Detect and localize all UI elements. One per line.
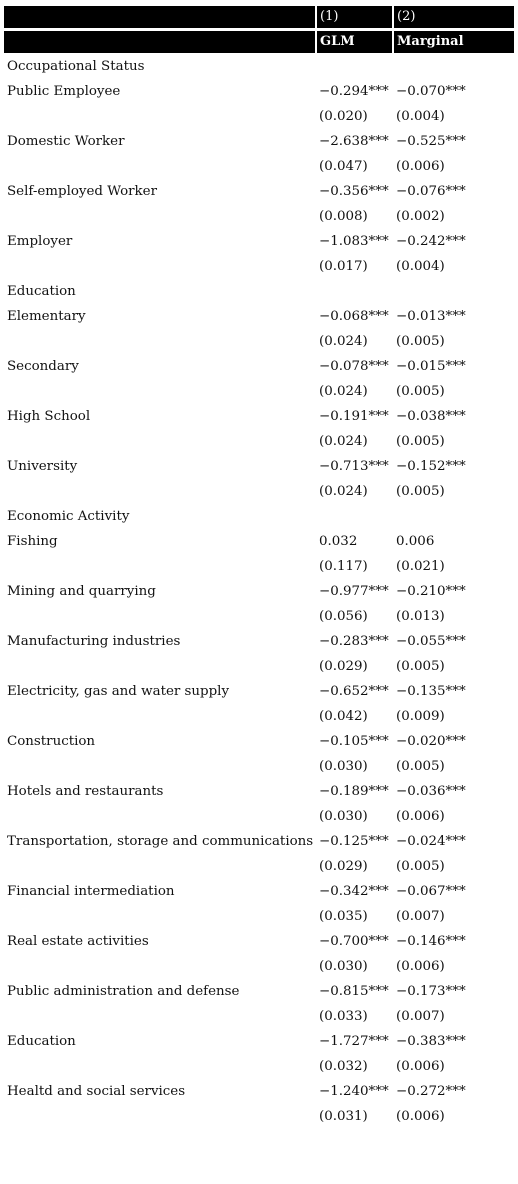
header-blank-cell xyxy=(4,6,313,28)
standard-error-row xyxy=(0,604,518,629)
marginal-effect-standard-error: (0.005) xyxy=(396,859,445,874)
standard-error-row xyxy=(0,554,518,579)
coefficient-row xyxy=(0,529,518,554)
marginal-effect: −0.036*** xyxy=(396,784,466,799)
glm-coefficient: −0.342*** xyxy=(319,884,389,899)
variable-label: Real estate activities xyxy=(7,934,149,949)
glm-coefficient: −0.105*** xyxy=(319,734,389,749)
coefficient-row xyxy=(0,879,518,904)
standard-error-row xyxy=(0,704,518,729)
marginal-effect-standard-error: (0.006) xyxy=(396,1059,445,1074)
glm-standard-error: (0.029) xyxy=(319,859,368,874)
glm-standard-error: (0.030) xyxy=(319,759,368,774)
header-col1-name: GLM xyxy=(315,31,390,53)
standard-error-row xyxy=(0,254,518,279)
glm-coefficient: −0.356*** xyxy=(319,184,389,199)
marginal-effect-standard-error: (0.004) xyxy=(396,109,445,124)
glm-standard-error: (0.042) xyxy=(319,709,368,724)
glm-coefficient: −0.815*** xyxy=(319,984,389,999)
marginal-effect-standard-error: (0.005) xyxy=(396,484,445,499)
glm-standard-error: (0.030) xyxy=(319,959,368,974)
variable-label: Mining and quarrying xyxy=(7,584,156,599)
header-row-numbers xyxy=(4,6,514,28)
variable-label: Healtd and social services xyxy=(7,1084,186,1099)
glm-standard-error: (0.024) xyxy=(319,434,368,449)
marginal-effect-standard-error: (0.006) xyxy=(396,809,445,824)
coefficient-row xyxy=(0,179,518,204)
standard-error-row xyxy=(0,854,518,879)
header-col1-number: (1) xyxy=(315,6,390,28)
standard-error-row xyxy=(0,429,518,454)
standard-error-row xyxy=(0,1104,518,1129)
variable-label: Electricity, gas and water supply xyxy=(7,684,230,699)
glm-standard-error: (0.056) xyxy=(319,609,368,624)
glm-standard-error: (0.035) xyxy=(319,909,368,924)
standard-error-row xyxy=(0,1054,518,1079)
variable-label: High School xyxy=(7,409,91,424)
coefficient-row xyxy=(0,129,518,154)
glm-standard-error: (0.032) xyxy=(319,1059,368,1074)
section-title-row xyxy=(0,54,518,79)
variable-label: Public administration and defense xyxy=(7,984,240,999)
glm-coefficient: −0.189*** xyxy=(319,784,389,799)
marginal-effect-standard-error: (0.005) xyxy=(396,434,445,449)
coefficient-row xyxy=(0,454,518,479)
marginal-effect: −0.024*** xyxy=(396,834,466,849)
marginal-effect-standard-error: (0.005) xyxy=(396,334,445,349)
glm-standard-error: (0.008) xyxy=(319,209,368,224)
glm-standard-error: (0.020) xyxy=(319,109,368,124)
variable-label: Manufacturing industries xyxy=(7,634,181,649)
section-title-row xyxy=(0,279,518,304)
marginal-effect-standard-error: (0.005) xyxy=(396,384,445,399)
glm-coefficient: −0.078*** xyxy=(319,359,389,374)
marginal-effect: −0.152*** xyxy=(396,459,466,474)
marginal-effect-standard-error: (0.006) xyxy=(396,1109,445,1124)
glm-standard-error: (0.017) xyxy=(319,259,368,274)
marginal-effect-standard-error: (0.006) xyxy=(396,959,445,974)
coefficient-row xyxy=(0,979,518,1004)
marginal-effect: −0.146*** xyxy=(396,934,466,949)
variable-label: Domestic Worker xyxy=(7,134,125,149)
marginal-effect: −0.135*** xyxy=(396,684,466,699)
marginal-effect: −0.076*** xyxy=(396,184,466,199)
glm-coefficient: −0.977*** xyxy=(319,584,389,599)
marginal-effect-standard-error: (0.009) xyxy=(396,709,445,724)
standard-error-row xyxy=(0,954,518,979)
marginal-effect-standard-error: (0.005) xyxy=(396,659,445,674)
standard-error-row xyxy=(0,1004,518,1029)
marginal-effect-standard-error: (0.002) xyxy=(396,209,445,224)
variable-label: Education xyxy=(7,1034,76,1049)
marginal-effect: −0.173*** xyxy=(396,984,466,999)
variable-label: University xyxy=(7,459,78,474)
coefficient-row xyxy=(0,1079,518,1104)
coefficient-row xyxy=(0,79,518,104)
glm-coefficient: −0.125*** xyxy=(319,834,389,849)
coefficient-row xyxy=(0,829,518,854)
marginal-effect-standard-error: (0.021) xyxy=(396,559,445,574)
marginal-effect: −0.020*** xyxy=(396,734,466,749)
coefficient-row xyxy=(0,679,518,704)
table-body xyxy=(0,54,518,1129)
glm-standard-error: (0.029) xyxy=(319,659,368,674)
glm-standard-error: (0.117) xyxy=(319,559,368,574)
glm-coefficient: −0.652*** xyxy=(319,684,389,699)
header-col2-name: Marginal Effects xyxy=(392,31,514,53)
section-title-row xyxy=(0,504,518,529)
variable-label: Elementary xyxy=(7,309,86,324)
coefficient-row xyxy=(0,354,518,379)
coefficient-row xyxy=(0,1029,518,1054)
glm-coefficient: −0.294*** xyxy=(319,84,389,99)
header-blank-cell xyxy=(4,31,313,53)
glm-coefficient: 0.032 xyxy=(319,534,358,549)
standard-error-row xyxy=(0,804,518,829)
glm-coefficient: −0.191*** xyxy=(319,409,389,424)
section-title: Occupational Status xyxy=(7,59,145,74)
variable-label: Fishing xyxy=(7,534,58,549)
section-title: Economic Activity xyxy=(7,509,130,524)
standard-error-row xyxy=(0,104,518,129)
variable-label: Financial intermediation xyxy=(7,884,175,899)
section-title: Education xyxy=(7,284,76,299)
coefficient-row xyxy=(0,779,518,804)
coefficient-row xyxy=(0,404,518,429)
standard-error-row xyxy=(0,754,518,779)
coefficient-row xyxy=(0,229,518,254)
variable-label: Public Employee xyxy=(7,84,121,99)
variable-label: Construction xyxy=(7,734,96,749)
marginal-effect: −0.015*** xyxy=(396,359,466,374)
glm-standard-error: (0.024) xyxy=(319,484,368,499)
glm-standard-error: (0.033) xyxy=(319,1009,368,1024)
glm-standard-error: (0.030) xyxy=(319,809,368,824)
glm-coefficient: −0.700*** xyxy=(319,934,389,949)
standard-error-row xyxy=(0,654,518,679)
header-col2-number: (2) xyxy=(392,6,514,28)
glm-coefficient: −0.283*** xyxy=(319,634,389,649)
marginal-effect-standard-error: (0.004) xyxy=(396,259,445,274)
coefficient-row xyxy=(0,629,518,654)
glm-standard-error: (0.024) xyxy=(319,334,368,349)
standard-error-row xyxy=(0,379,518,404)
coefficient-row xyxy=(0,929,518,954)
marginal-effect-standard-error: (0.007) xyxy=(396,1009,445,1024)
glm-coefficient: −1.727*** xyxy=(319,1034,389,1049)
glm-standard-error: (0.031) xyxy=(319,1109,368,1124)
marginal-effect-standard-error: (0.006) xyxy=(396,159,445,174)
marginal-effect-standard-error: (0.013) xyxy=(396,609,445,624)
marginal-effect: 0.006 xyxy=(396,534,435,549)
glm-coefficient: −1.083*** xyxy=(319,234,389,249)
standard-error-row xyxy=(0,479,518,504)
coefficient-row xyxy=(0,729,518,754)
standard-error-row xyxy=(0,904,518,929)
glm-coefficient: −0.713*** xyxy=(319,459,389,474)
coefficient-row xyxy=(0,304,518,329)
standard-error-row xyxy=(0,204,518,229)
marginal-effect: −0.210*** xyxy=(396,584,466,599)
variable-label: Employer xyxy=(7,234,73,249)
marginal-effect: −0.272*** xyxy=(396,1084,466,1099)
variable-label: Transportation, storage and communications xyxy=(7,834,314,849)
marginal-effect: −0.242*** xyxy=(396,234,466,249)
glm-standard-error: (0.024) xyxy=(319,384,368,399)
variable-label: Self-employed Worker xyxy=(7,184,157,199)
coefficient-row xyxy=(0,579,518,604)
variable-label: Secondary xyxy=(7,359,79,374)
marginal-effect: −0.038*** xyxy=(396,409,466,424)
marginal-effect: −0.383*** xyxy=(396,1034,466,1049)
variable-label: Hotels and restaurants xyxy=(7,784,164,799)
glm-coefficient: −0.068*** xyxy=(319,309,389,324)
marginal-effect-standard-error: (0.005) xyxy=(396,759,445,774)
marginal-effect: −0.067*** xyxy=(396,884,466,899)
marginal-effect: −0.525*** xyxy=(396,134,466,149)
glm-coefficient: −2.638*** xyxy=(319,134,389,149)
marginal-effect: −0.070*** xyxy=(396,84,466,99)
marginal-effect-standard-error: (0.007) xyxy=(396,909,445,924)
standard-error-row xyxy=(0,329,518,354)
marginal-effect: −0.055*** xyxy=(396,634,466,649)
standard-error-row xyxy=(0,154,518,179)
glm-coefficient: −1.240*** xyxy=(319,1084,389,1099)
glm-standard-error: (0.047) xyxy=(319,159,368,174)
marginal-effect: −0.013*** xyxy=(396,309,466,324)
